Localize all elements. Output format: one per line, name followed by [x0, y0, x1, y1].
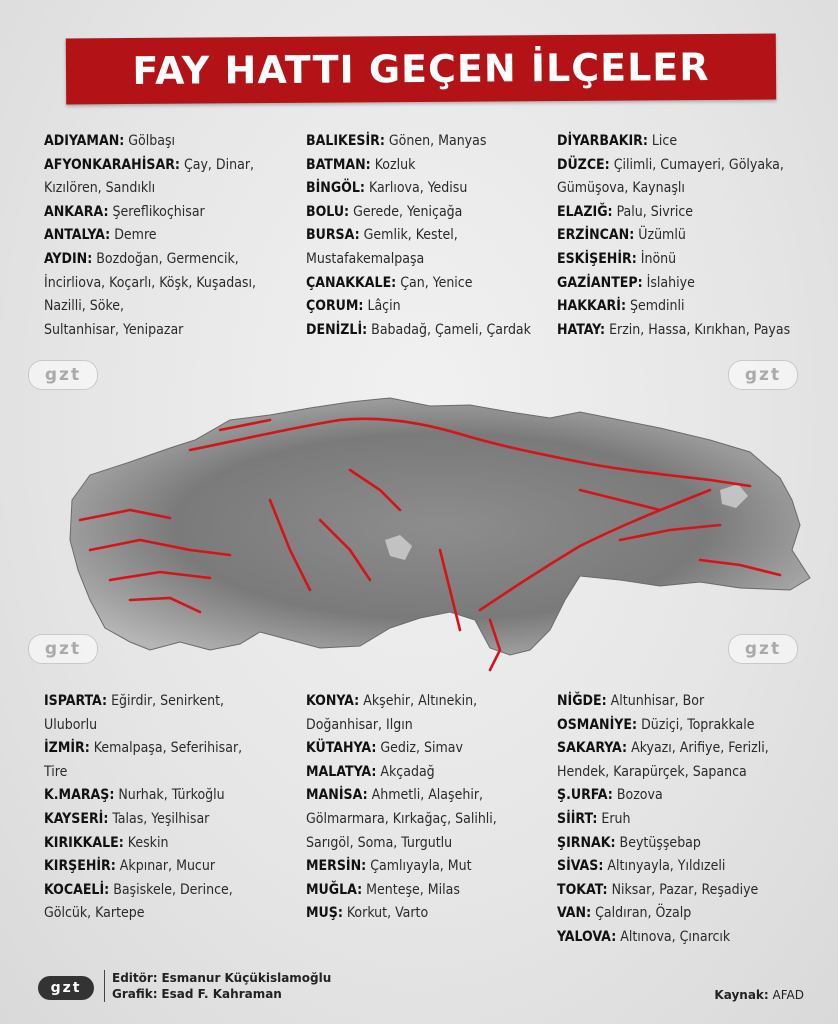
province-entry: [306, 855, 497, 879]
province-entry: [306, 902, 497, 926]
district-list: Karlıova, Yedisu: [368, 180, 468, 197]
district-list: Eruh: [601, 810, 631, 827]
province-name: ŞIRNAK:: [557, 834, 616, 851]
province-column-5: [306, 690, 497, 926]
district-list: İncirliova, Koçarlı, Köşk, Kuşadası,: [44, 274, 256, 291]
editor-label: Editör:: [112, 971, 158, 985]
province-name: BOLU:: [306, 203, 350, 220]
province-entry: [306, 154, 531, 178]
province-entry: [557, 832, 769, 856]
source: [714, 988, 804, 1002]
province-name: KOCAELİ:: [44, 881, 110, 898]
district-list: Kemalpaşa, Seferihisar,: [93, 740, 243, 757]
district-list: Gediz, Simav: [380, 740, 463, 757]
province-entry: [306, 130, 531, 154]
source-label: Kaynak:: [714, 988, 769, 1002]
district-list: Gölcük, Kartepe: [44, 905, 145, 922]
district-list: Şereflikoçhisar: [112, 203, 205, 220]
province-entry: [306, 761, 497, 785]
province-entry: [306, 879, 497, 903]
province-name: OSMANİYE:: [557, 716, 638, 733]
province-name: ANKARA:: [44, 203, 109, 220]
province-entry: [557, 855, 769, 879]
credits: [112, 970, 331, 1002]
district-list: Çamlıyayla, Mut: [370, 858, 472, 875]
province-name: ELAZIĞ:: [557, 203, 613, 220]
province-name: AYDIN:: [44, 250, 93, 267]
province-entry: [557, 714, 769, 738]
province-entry: [557, 737, 769, 761]
province-entry: [306, 201, 531, 225]
district-list: Akçadağ: [380, 763, 435, 780]
watermark-logo: gzt: [728, 360, 798, 390]
district-list: Doğanhisar, Ilgın: [306, 716, 413, 733]
province-entry: [306, 808, 497, 832]
province-name: GAZİANTEP:: [557, 274, 643, 291]
province-entry: [44, 248, 256, 272]
province-name: NİĞDE:: [557, 693, 607, 709]
district-list: Palu, Sivrice: [616, 203, 694, 220]
graphic-name: Esad F. Kahraman: [161, 987, 282, 1001]
province-name: İZMİR:: [44, 740, 90, 757]
district-list: Gerede, Yeniçağa: [353, 203, 463, 220]
district-list: Bozdoğan, Germencik,: [96, 250, 239, 267]
province-entry: [44, 784, 242, 808]
district-list: Eğirdir, Senirkent,: [111, 693, 225, 709]
district-list: Şemdinli: [629, 298, 685, 315]
district-list: Altınova, Çınarcık: [620, 928, 731, 945]
district-list: Gönen, Manyas: [388, 133, 487, 149]
province-name: KAYSERİ:: [44, 810, 109, 827]
district-list: Akpınar, Mucur: [119, 858, 216, 875]
province-name: ISPARTA:: [44, 693, 108, 709]
province-name: BURSA:: [306, 227, 360, 244]
province-name: TOKAT:: [557, 881, 608, 898]
district-list: Talas, Yeşilhisar: [112, 810, 210, 827]
province-name: K.MARAŞ:: [44, 787, 115, 804]
district-list: Erzin, Hassa, Kırıkhan, Payas: [609, 321, 791, 338]
province-name: MALATYA:: [306, 763, 377, 780]
province-name: ERZİNCAN:: [557, 227, 635, 244]
province-name: HATAY:: [557, 321, 606, 338]
district-list: Kızılören, Sandıklı: [44, 180, 156, 197]
province-name: DENİZLİ:: [306, 321, 368, 338]
province-entry: [557, 784, 769, 808]
province-entry: [44, 224, 256, 248]
province-entry: [306, 295, 531, 319]
province-entry: [557, 690, 769, 714]
province-name: ADIYAMAN:: [44, 133, 125, 149]
province-entry: [44, 902, 242, 926]
province-name: VAN:: [557, 905, 592, 922]
province-name: SİİRT:: [557, 810, 598, 827]
district-list: Keskin: [127, 834, 169, 851]
province-entry: [306, 832, 497, 856]
page-title: FAY HATTI GEÇEN İLÇELER: [132, 44, 710, 94]
province-name: SAKARYA:: [557, 740, 628, 757]
province-entry: [306, 737, 497, 761]
province-entry: [306, 177, 531, 201]
district-list: Nurhak, Türkoğlu: [118, 787, 225, 804]
province-name: ÇANAKKALE:: [306, 274, 397, 291]
province-entry: [44, 855, 242, 879]
province-name: HAKKARİ:: [557, 298, 626, 315]
province-entry: [44, 808, 242, 832]
province-entry: [557, 272, 790, 296]
province-entry: [44, 319, 256, 343]
province-name: BALIKESİR:: [306, 133, 385, 149]
turkey-fault-map: [20, 350, 820, 690]
province-entry: [44, 832, 242, 856]
province-entry: [557, 926, 769, 950]
province-entry: [44, 295, 256, 319]
district-list: Gümüşova, Kaynaşlı: [557, 180, 685, 197]
district-list: Akyazı, Arifiye, Ferizli,: [631, 740, 769, 757]
province-name: ESKİŞEHİR:: [557, 250, 637, 267]
province-name: YALOVA:: [557, 928, 617, 945]
source-value: AFAD: [772, 988, 804, 1002]
editor-name: Esmanur Küçükislamoğlu: [161, 971, 332, 985]
province-entry: [44, 201, 256, 225]
district-list: Gölmarmara, Kırkağaç, Salihli,: [306, 810, 497, 827]
district-list: Babadağ, Çameli, Çardak: [371, 321, 531, 338]
province-entry: [557, 902, 769, 926]
district-list: Çaldıran, Özalp: [595, 905, 692, 922]
province-name: KONYA:: [306, 693, 360, 709]
province-entry: [557, 319, 790, 343]
gzt-logo: gzt: [38, 976, 94, 1000]
province-entry: [557, 808, 769, 832]
province-name: BİNGÖL:: [306, 180, 365, 197]
district-list: Gemlik, Kestel,: [363, 227, 458, 244]
province-entry: [306, 714, 497, 738]
district-list: Lice: [651, 133, 678, 149]
district-list: Çan, Yenice: [400, 274, 473, 291]
district-list: İnönü: [640, 250, 677, 267]
district-list: İslahiye: [646, 274, 695, 291]
province-entry: [44, 737, 242, 761]
province-name: MUĞLA:: [306, 881, 363, 898]
province-name: MERSİN:: [306, 858, 367, 875]
district-list: Uluborlu: [44, 716, 98, 733]
province-name: BATMAN:: [306, 156, 371, 173]
district-list: Nazilli, Söke,: [44, 298, 124, 315]
province-entry: [44, 879, 242, 903]
district-list: Altınyayla, Yıldızeli: [607, 858, 726, 875]
province-entry: [44, 761, 242, 785]
district-list: Demre: [114, 227, 157, 244]
district-list: Tire: [44, 763, 68, 780]
province-entry: [557, 201, 790, 225]
province-entry: [306, 248, 531, 272]
province-entry: [557, 879, 769, 903]
district-list: Menteşe, Milas: [366, 881, 460, 898]
province-name: ÇORUM:: [306, 298, 364, 315]
province-entry: [557, 154, 790, 178]
district-list: Başiskele, Derince,: [113, 881, 233, 898]
province-column-6: [557, 690, 769, 950]
province-name: KÜTAHYA:: [306, 740, 377, 757]
district-list: Gölbaşı: [128, 133, 176, 149]
graphic-label: Grafik:: [112, 987, 158, 1001]
province-column-4: [44, 690, 242, 926]
province-entry: [557, 224, 790, 248]
province-entry: [306, 319, 531, 343]
province-name: KIRIKKALE:: [44, 834, 124, 851]
district-list: Kozluk: [374, 156, 416, 173]
district-list: Düziçi, Toprakkale: [641, 716, 755, 733]
province-name: Ş.URFA:: [557, 787, 613, 804]
district-list: Korkut, Varto: [346, 905, 429, 922]
district-list: Çilimli, Cumayeri, Gölyaka,: [613, 156, 784, 173]
footer-divider: [104, 970, 105, 1002]
province-column-3: [557, 130, 790, 342]
district-list: Altunhisar, Bor: [610, 693, 705, 709]
province-name: MUŞ:: [306, 905, 343, 922]
province-entry: [557, 295, 790, 319]
province-entry: [44, 714, 242, 738]
title-banner: [66, 34, 776, 105]
district-list: Niksar, Pazar, Reşadiye: [611, 881, 759, 898]
province-entry: [557, 248, 790, 272]
district-list: Lâçin: [367, 298, 401, 315]
district-list: Ahmetli, Alaşehir,: [371, 787, 483, 804]
province-entry: [44, 177, 256, 201]
district-list: Sarıgöl, Soma, Turgutlu: [306, 834, 453, 851]
district-list: Akşehir, Altınekin,: [363, 693, 478, 709]
watermark-logo: gzt: [28, 634, 98, 664]
province-entry: [557, 761, 769, 785]
province-name: MANİSA:: [306, 787, 368, 804]
province-entry: [557, 130, 790, 154]
province-column-2: [306, 130, 531, 342]
district-list: Bozova: [616, 787, 663, 804]
province-column-1: [44, 130, 256, 342]
province-entry: [306, 272, 531, 296]
district-list: Hendek, Karapürçek, Sapanca: [557, 763, 747, 780]
province-entry: [44, 272, 256, 296]
province-name: DİYARBAKIR:: [557, 133, 648, 149]
watermark-logo: gzt: [728, 634, 798, 664]
province-entry: [306, 690, 497, 714]
province-entry: [44, 154, 256, 178]
province-name: KIRŞEHİR:: [44, 858, 116, 875]
district-list: Sultanhisar, Yenipazar: [44, 321, 184, 338]
province-entry: [306, 224, 531, 248]
district-list: Çay, Dinar,: [183, 156, 255, 173]
province-entry: [44, 690, 242, 714]
province-name: DÜZCE:: [557, 156, 610, 173]
province-entry: [306, 784, 497, 808]
province-name: AFYONKARAHİSAR:: [44, 156, 180, 173]
province-entry: [44, 130, 256, 154]
province-name: ANTALYA:: [44, 227, 111, 244]
district-list: Beytüşşebap: [619, 834, 701, 851]
district-list: Mustafakemalpaşa: [306, 250, 425, 267]
province-name: SİVAS:: [557, 858, 604, 875]
watermark-logo: gzt: [28, 360, 98, 390]
province-entry: [557, 177, 790, 201]
district-list: Üzümlü: [638, 227, 686, 244]
